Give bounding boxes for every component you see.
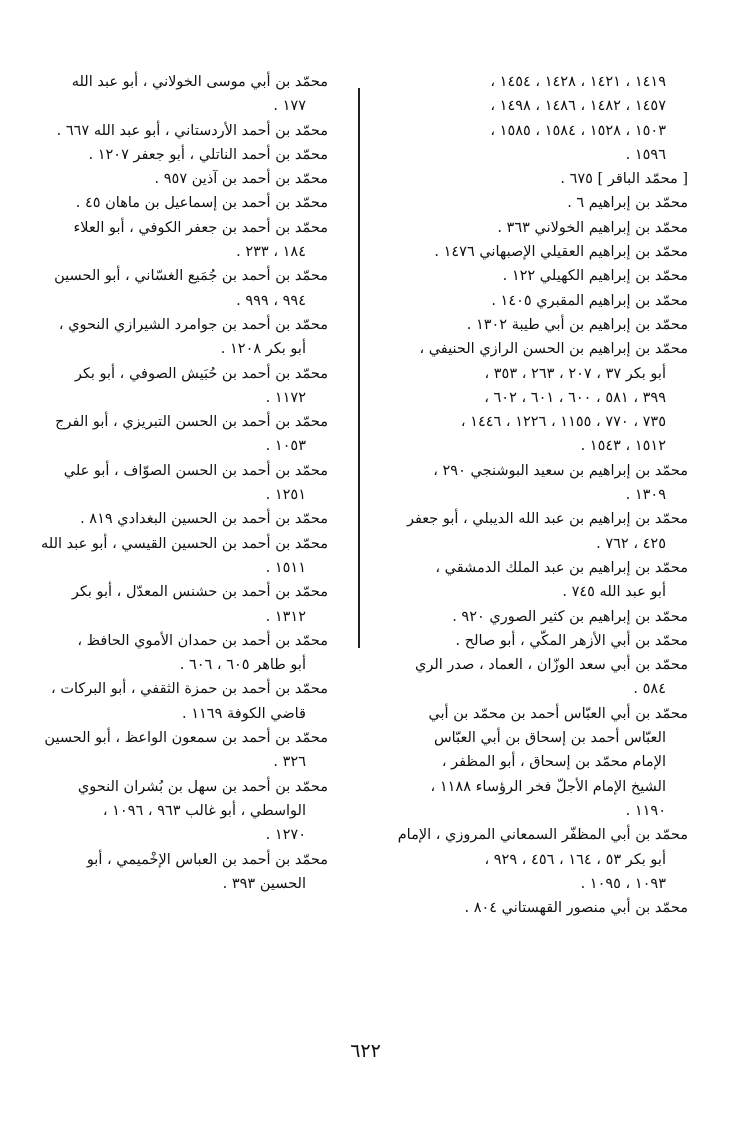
index-entry-line: محمّد بن إبراهيم المقبري ١٤٠٥ . [491,292,688,309]
index-entry [378,823,688,896]
index-entry [378,289,688,313]
index-entry [378,337,688,458]
index-entry [18,119,328,143]
index-entry-line: محمّد بن أحمد الأردستاني ، أبو عبد الله ٦٦٧ . [56,122,328,139]
index-entry-line: محمّد بن أحمد بن سهل بن بُشران النحوي [77,778,328,795]
index-entry-line: محمّد بن أحمد بن إسماعيل بن ماهان ٤٥ . [75,195,328,212]
index-entry [378,119,688,143]
index-entry-line: محمّد بن أحمد بن سمعون الواعظ ، أبو الحسين [44,730,328,747]
index-entry-line: محمّد بن إبراهيم بن سعيد البوشنجي ٢٩٠ ، [433,462,688,479]
index-entry [378,216,688,240]
index-entry-line: محمّد بن أحمد بن العباس الإخْميمي ، أبو [86,851,328,868]
index-entry [18,70,328,119]
index-entry-line: ١٠٥٣ . [265,438,306,455]
index-entry [378,240,688,264]
index-entry [18,410,328,459]
index-entry-line: محمّد بن أحمد بن الحسين القيسي ، أبو عبد الله [41,535,328,552]
index-entry [378,459,688,508]
index-entry-line: ٩٩٤ ، ٩٩٩ . [236,292,306,309]
index-entry [18,459,328,508]
index-entry-line: محمّد بن أحمد بن حمزة الثقفي ، أبو البركات ، [51,681,328,698]
index-entry [378,629,688,653]
index-entry [378,94,688,118]
index-entry [378,896,688,920]
index-entry [18,507,328,531]
index-entry-line: ٧٣٥ ، ٧٧٠ ، ١١٥٥ ، ١٢٢٦ ، ١٤٤٦ ، [460,414,666,431]
page-number: ٦٢٢ [350,1040,381,1062]
index-entry-line: الحسين ٣٩٣ . [222,875,306,892]
right-index-column [378,70,688,920]
index-entry-line: ١٥١١ . [265,559,306,576]
index-entry [378,605,688,629]
index-entry [18,264,328,313]
index-entry-line: محمّد بن أحمد بن الحسين البغدادي ٨١٩ . [80,511,328,528]
index-entry-line: محمّد بن إبراهيم بن أبي طيبة ١٣٠٢ . [466,316,688,333]
index-entry-line: [ محمّد الباقر ] ٦٧٥ . [560,171,688,188]
index-entry-line: محمّد بن أبي موسى الخولاني ، أبو عبد الله [71,74,328,90]
index-entry [18,167,328,191]
index-entry [18,580,328,629]
index-entry [18,532,328,581]
index-entry-line: ١٠٩٣ ، ١٠٩٥ . [580,875,666,892]
index-entry-line: ١٣١٢ . [265,608,306,625]
index-entry [18,362,328,411]
index-entry-line: ١٥٠٣ ، ١٥٢٨ ، ١٥٨٤ ، ١٥٨٥ ، [490,122,666,139]
index-entry [378,653,688,702]
index-entry-line: محمّد بن أبي سعد الوزّان ، العماد ، صدر الري [415,657,688,674]
index-entry-line: محمّد بن أحمد الناتلي ، أبو جعفر ١٢٠٧ . [88,146,328,163]
index-entry-line: ١٨٤ ، ٢٣٣ . [236,244,306,261]
index-entry-line: محمّد بن أحمد بن آذين ٩٥٧ . [154,171,328,188]
index-entry-line: ٥٨٤ . [633,681,666,698]
index-entry [18,629,328,678]
index-entry-line: ١١٧٢ . [265,389,306,406]
index-entry-line: أبو بكر ٥٣ ، ١٦٤ ، ٤٥٦ ، ٩٢٩ ، [484,851,666,868]
index-entry [18,677,328,726]
index-entry-line: ١٢٥١ . [265,487,306,504]
index-entry [378,313,688,337]
index-entry-line: ١٣٠٩ . [625,487,666,504]
index-entry-line: محمّد بن أبي منصور القهستاني ٨٠٤ . [464,900,688,917]
index-entry-line: محمّد بن إبراهيم ٦ . [567,195,688,212]
index-entry [378,167,688,191]
index-entry-line: ١١٩٠ . [625,802,666,819]
index-entry-line: محمّد بن أبي المظفّر السمعاني المروزي ، الإمام [397,827,688,844]
index-entry-line: ٣٢٦ . [273,754,306,771]
index-entry [378,507,688,556]
index-entry-line: محمّد بن أحمد بن حشنس المعدّل ، أبو بكر [71,584,328,601]
index-entry-line: الإمام محمّد بن إسحاق ، أبو المظفر ، [441,754,666,771]
index-entry-line: محمّد بن إبراهيم العقيلي الإصبهاني ١٤٧٦ . [434,244,688,261]
index-entry [378,264,688,288]
index-entry [378,143,688,167]
index-entry-line: محمّد بن أبي العبّاس أحمد بن محمّد بن أبي [428,705,688,722]
index-entry [18,848,328,897]
index-entry-line: العبّاس أحمد بن إسحاق بن أبي العبّاس [433,730,666,747]
index-entry-line: ١٢٧٠ . [265,827,306,844]
index-entry [378,191,688,215]
index-entry-line: محمّد بن إبراهيم بن كثير الصوري ٩٢٠ . [452,608,688,625]
index-entry-line: الشيخ الإمام الأجلّ فخر الرؤساء ١١٨٨ ، [430,778,666,795]
index-entry-line: محمّد بن إبراهيم الكهيلي ١٢٢ . [502,268,688,285]
index-entry [18,216,328,265]
index-entry-line: محمّد بن أحمد بن حُبَيش الصوفي ، أبو بكر [74,365,328,382]
index-entry-line: الواسطي ، أبو غالب ٩٦٣ ، ١٠٩٦ ، [102,802,306,819]
index-entry-line: محمّد بن أحمد بن جُمَيع الغسّاني ، أبو الحسين [54,268,328,285]
index-entry-line: أبو بكر ٣٧ ، ٢٠٧ ، ٢٦٣ ، ٣٥٣ ، [484,365,666,382]
index-entry-line: قاضي الكوفة ١١٦٩ . [182,705,306,722]
left-index-column [18,70,328,896]
index-entry-line: ١٧٧ . [273,98,306,115]
index-entry-line: ١٤١٩ ، ١٤٢١ ، ١٤٢٨ ، ١٤٥٤ ، [490,74,666,90]
index-entry-line: أبو طاهر ٦٠٥ ، ٦٠٦ . [179,657,306,674]
index-entry-line: محمّد بن إبراهيم الخولاني ٣٦٣ . [497,219,688,236]
index-entry-line: محمّد بن أحمد بن جوامرد الشيرازي النحوي ، [58,316,328,333]
index-entry [18,191,328,215]
index-entry [18,726,328,775]
index-entry-line: محمّد بن إبراهيم بن عبد الملك الدمشقي ، [435,559,688,576]
column-divider [358,88,360,648]
index-entry-line: ١٥٩٦ . [625,146,666,163]
index-entry-line: محمّد بن إبراهيم بن الحسن الرازي الحنيفي ، [419,341,688,358]
index-entry-line: ٤٢٥ ، ٧٦٢ . [596,535,666,552]
index-entry-line: محمّد بن أحمد بن جعفر الكوفي ، أبو العلاء [73,219,328,236]
index-entry [378,702,688,823]
index-entry-line: محمّد بن أحمد بن الحسن الصوّاف ، أبو علي [63,462,328,479]
index-entry [378,556,688,605]
index-entry-line: محمّد بن أحمد بن الحسن التبريزي ، أبو الفرج [55,414,328,431]
index-entry-line: ١٥١٢ ، ١٥٤٣ . [580,438,666,455]
index-entry-line: محمّد بن أحمد بن حمدان الأموي الحافظ ، [77,632,328,649]
index-entry [18,775,328,848]
index-entry [18,313,328,362]
index-entry-line: محمّد بن أبي الأزهر المكّي ، أبو صالح . [455,632,688,649]
index-entry-line: أبو بكر ١٢٠٨ . [220,341,306,358]
index-entry-line: ١٤٥٧ ، ١٤٨٢ ، ١٤٨٦ ، ١٤٩٨ ، [490,98,666,115]
index-entry-line: أبو عبد الله ٧٤٥ . [562,584,666,601]
index-entry [378,70,688,94]
index-entry-line: محمّد بن إبراهيم بن عبد الله الديبلي ، أبو جعفر [406,511,688,528]
index-entry-line: ٣٩٩ ، ٥٨١ ، ٦٠٠ ، ٦٠١ ، ٦٠٢ ، [484,389,666,406]
index-entry [18,143,328,167]
